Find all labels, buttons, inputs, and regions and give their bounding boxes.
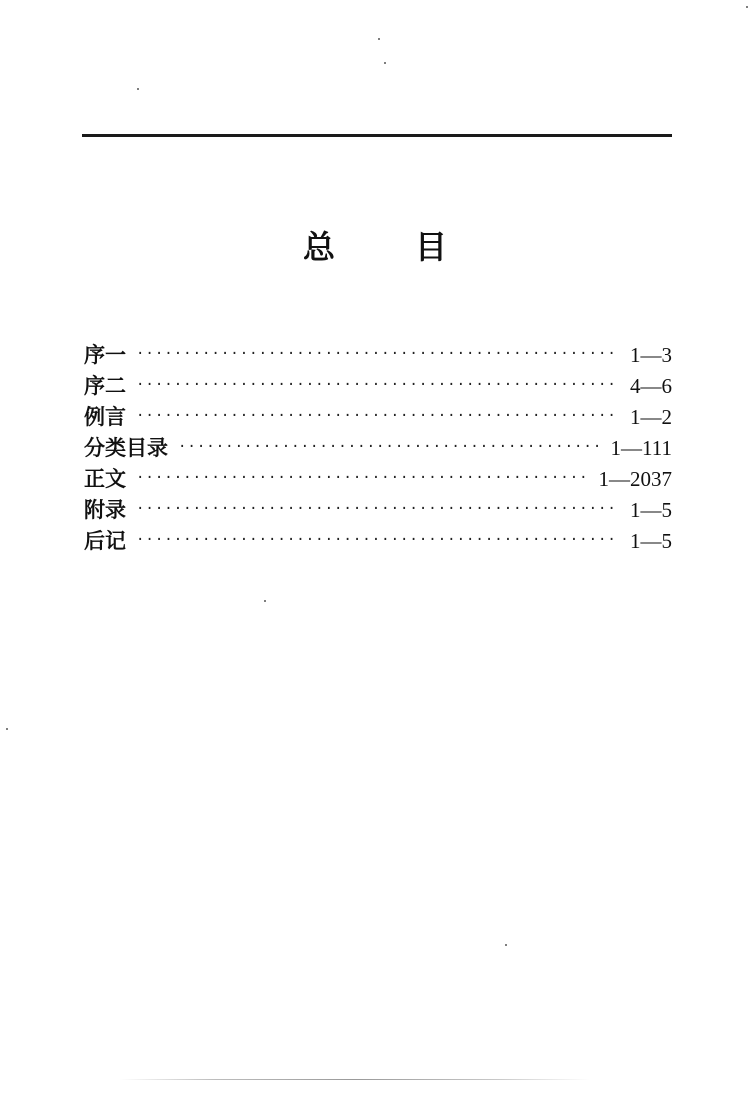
top-rule [82, 134, 672, 137]
toc-dot-leader [178, 432, 601, 463]
toc-entry-preface-2[interactable] [84, 371, 672, 402]
toc-entry-pages: 1—2037 [598, 467, 672, 491]
toc-entry-classified-index[interactable] [84, 433, 672, 464]
toc-dot-leader [136, 339, 620, 370]
toc-entry-guide[interactable] [84, 402, 672, 433]
scan-speck [6, 728, 8, 730]
scan-speck [384, 62, 386, 64]
page-title-char-2: 目 [415, 228, 448, 266]
scan-speck [378, 38, 380, 40]
toc-entry-label: 附录 [84, 498, 126, 522]
toc-entry-preface-1[interactable] [84, 340, 672, 371]
toc-entry-label: 分类目录 [84, 436, 168, 460]
toc-entry-pages: 1—5 [630, 529, 672, 553]
toc-dot-leader [136, 525, 620, 556]
toc-entry-pages: 1—2 [630, 405, 672, 429]
toc-entry-appendix[interactable] [84, 495, 672, 526]
toc-entry-main-text[interactable] [84, 464, 672, 495]
toc-entry-pages: 1—5 [630, 498, 672, 522]
scan-speck [505, 944, 507, 946]
toc-entry-label: 例言 [84, 405, 126, 429]
scan-speck [137, 88, 139, 90]
scan-speck [746, 6, 748, 8]
toc-dot-leader [136, 370, 620, 401]
toc-entry-postscript[interactable] [84, 526, 672, 557]
scan-speck [264, 600, 266, 602]
toc-entry-pages: 4—6 [630, 374, 672, 398]
toc-entry-label: 正文 [84, 467, 126, 491]
scan-smudge [120, 1079, 590, 1080]
toc-entry-label: 序二 [84, 374, 126, 398]
page-title [0, 222, 750, 268]
table-of-contents [84, 340, 672, 557]
page-title-char-1: 总 [302, 228, 335, 266]
toc-dot-leader [136, 401, 620, 432]
toc-dot-leader [136, 463, 589, 494]
toc-dot-leader [136, 494, 620, 525]
toc-entry-pages: 1—111 [610, 436, 672, 460]
toc-entry-label: 后记 [84, 529, 126, 553]
toc-entry-label: 序一 [84, 343, 126, 367]
toc-entry-pages: 1—3 [630, 343, 672, 367]
